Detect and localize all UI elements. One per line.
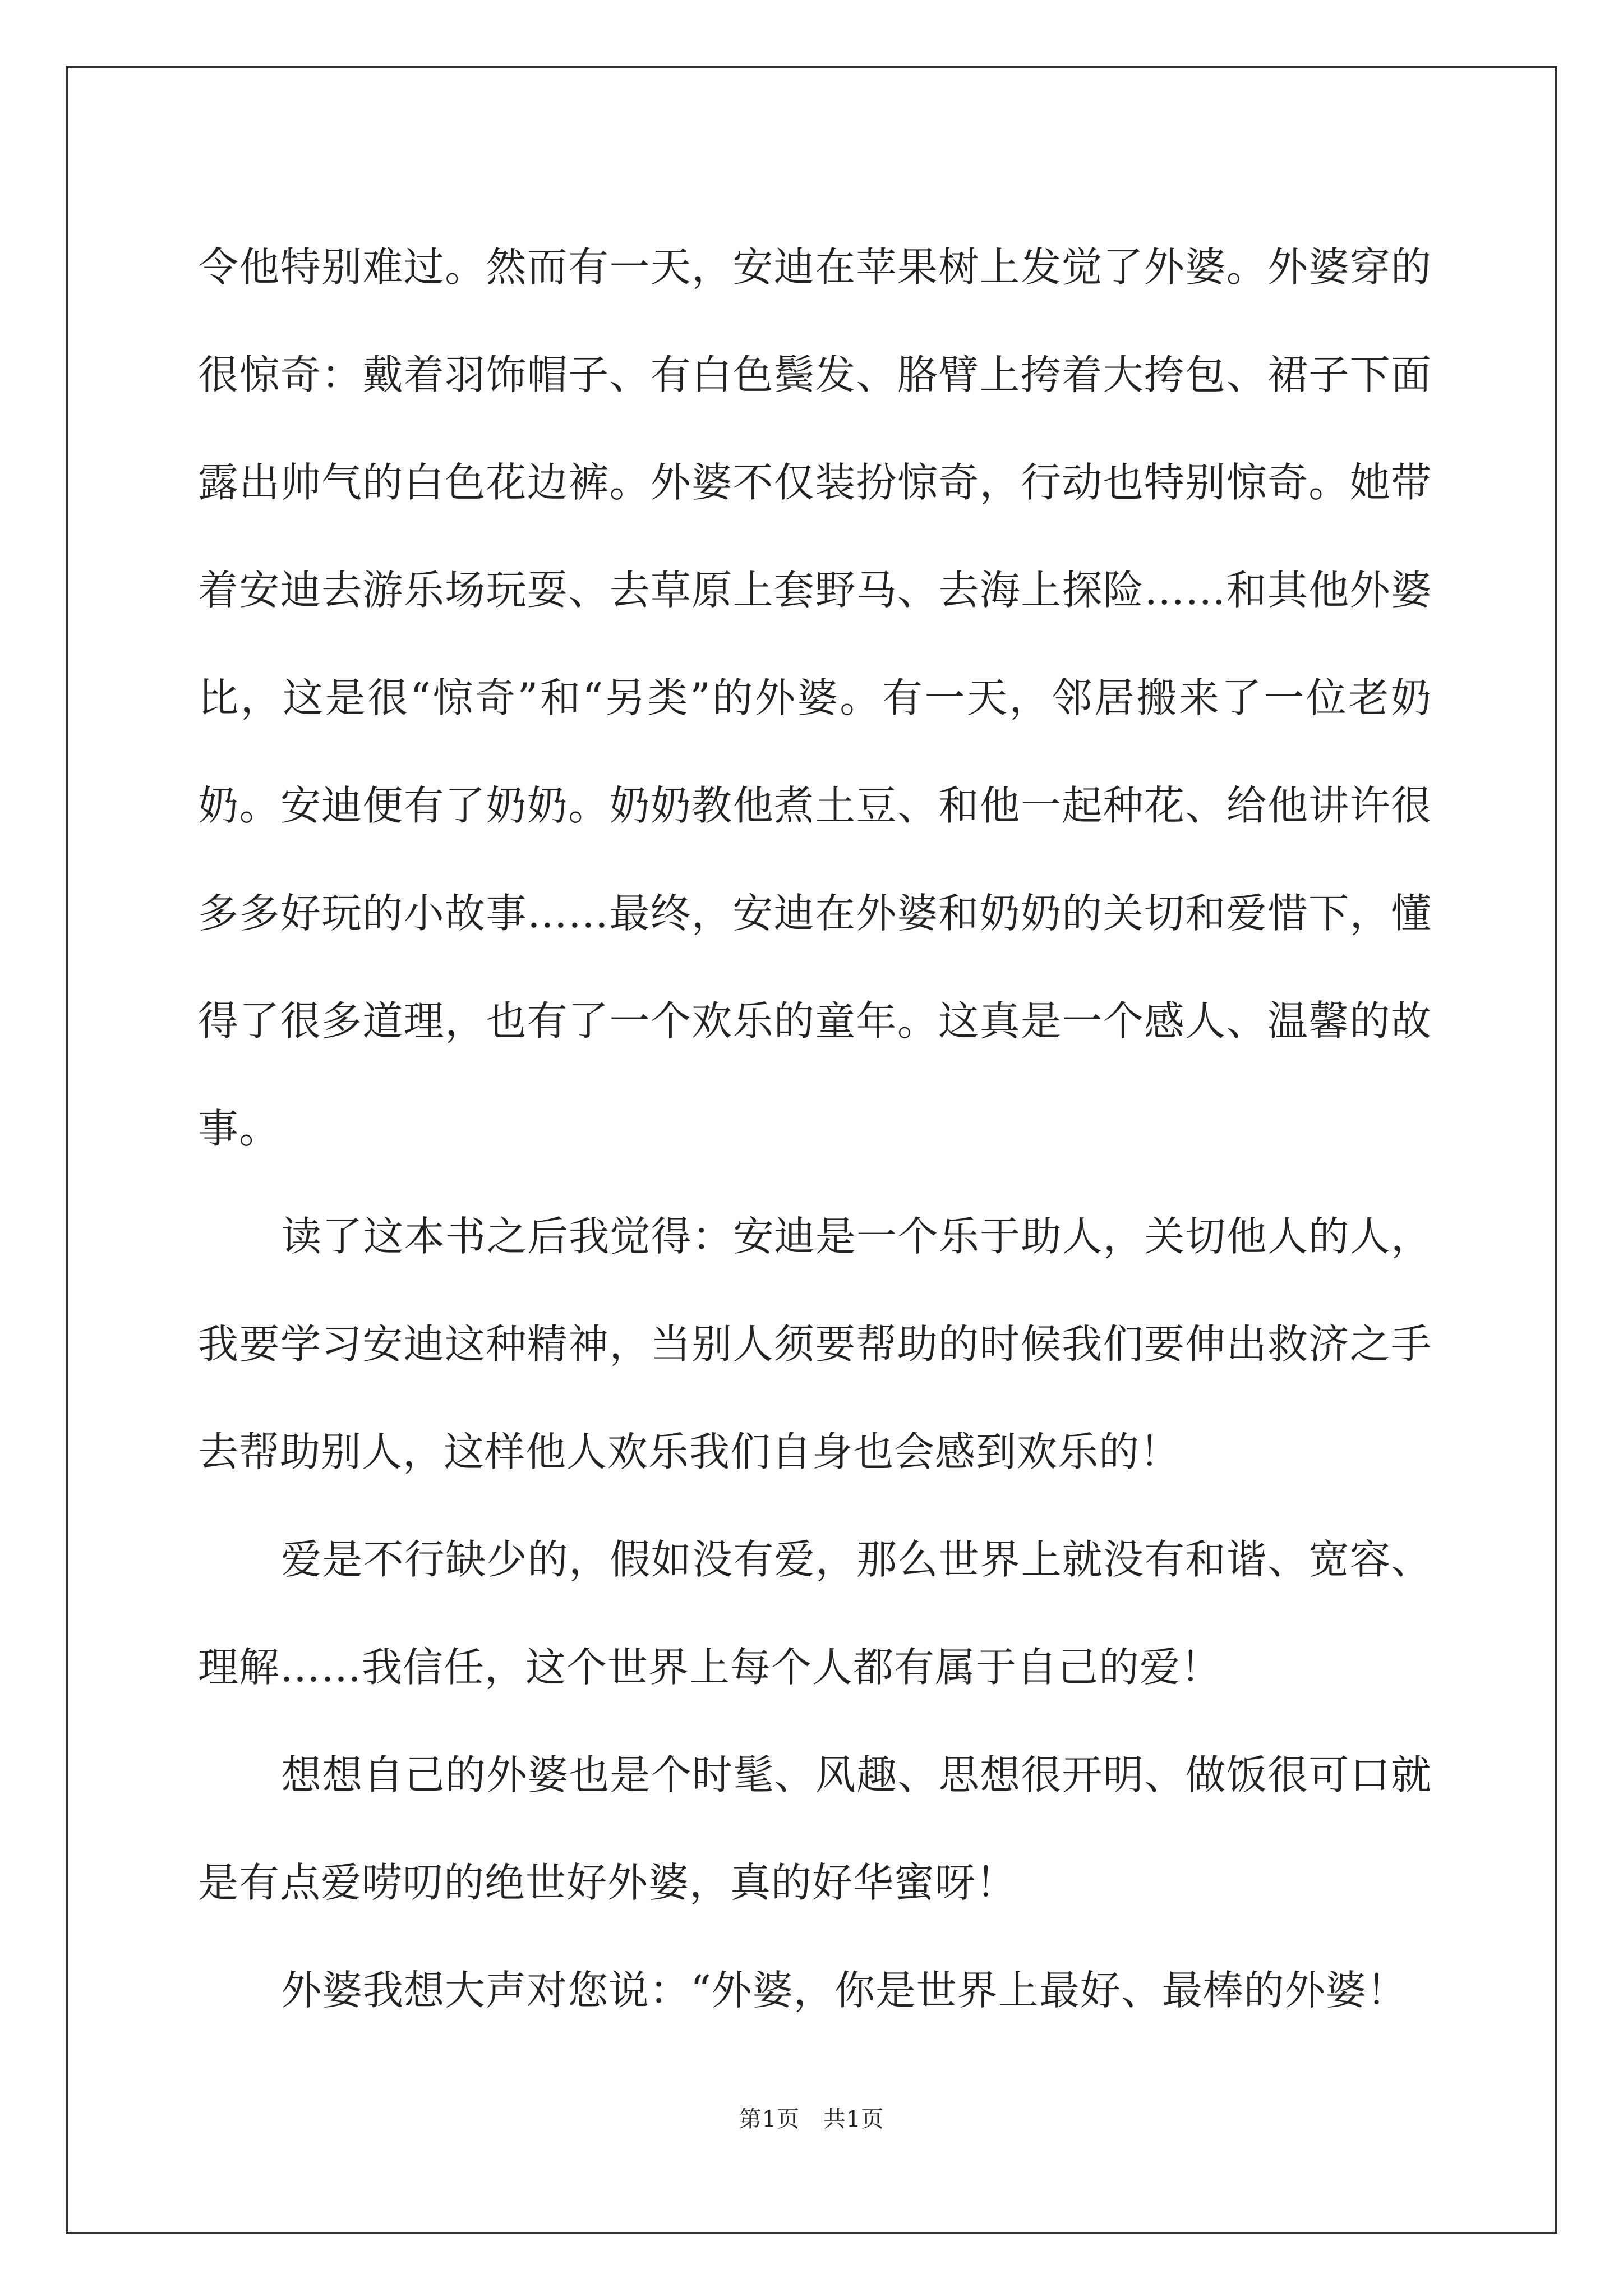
paragraph-3: 爱是不行缺少的，假如没有爱，那么世界上就没有和谐、宽容、理解……我信任，这个世界上每个人都有属于自己的爱！ bbox=[198, 1536, 1432, 1691]
page-number: 第1页 bbox=[739, 2106, 800, 2132]
document-body bbox=[198, 213, 1432, 2044]
page-total: 共1页 bbox=[823, 2106, 884, 2132]
paragraph-1: 令他特别难过。然而有一天，安迪在苹果树上发觉了外婆。外婆穿的很惊奇：戴着羽饰帽子、有白色鬓发、胳臂上挎着大挎包、裙子下面露出帅气的白色花边裤。外婆不仅装扮惊奇，行动也特别惊奇。她带着安迪去游乐场玩耍、去草原上套野马、去海上探险……和其他外婆比，这是很“惊奇”和“另类”的外婆。有一天，邻居搬来了一位老奶奶。安迪便有了奶奶。奶奶教他煮土豆、和他一起种花、给他讲许很多多好玩的小故事……最终，安迪在外婆和奶奶的关切和爱惜下，懂得了很多道理，也有了一个欢乐的童年。这真是一个感人、温馨的故事。 bbox=[198, 243, 1432, 1152]
paragraph-2: 读了这本书之后我觉得：安迪是一个乐于助人，关切他人的人，我要学习安迪这种精神，当别人须要帮助的时候我们要伸出救济之手去帮助别人，这样他人欢乐我们自身也会感到欢乐的！ bbox=[198, 1213, 1432, 1475]
paragraph-5: 外婆我想大声对您说：“外婆，你是世界上最好、最棒的外婆！ bbox=[281, 1967, 1408, 2014]
page-footer bbox=[0, 2101, 1623, 2133]
paragraph-4: 想想自己的外婆也是个时髦、风趣、思想很开明、做饭很可口就是有点爱唠叨的绝世好外婆，真的好华蜜呀！ bbox=[198, 1751, 1432, 1906]
